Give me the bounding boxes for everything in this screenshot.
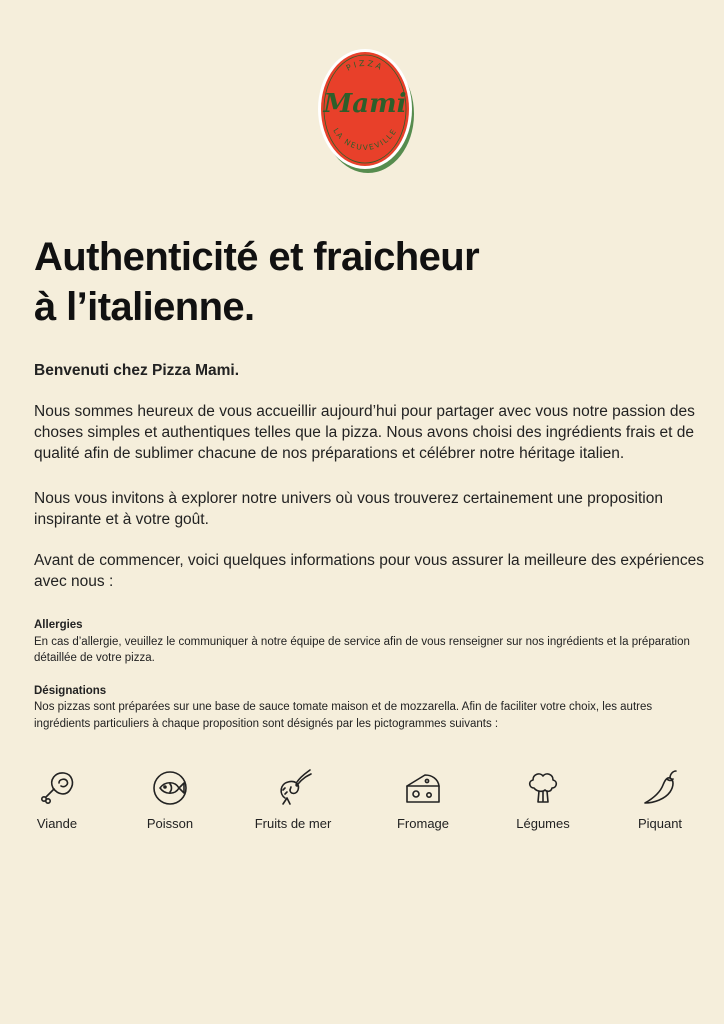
pictogram-meat (2, 768, 112, 831)
pictogram-label: Fromage (396, 816, 450, 831)
pictogram-cheese (368, 768, 478, 831)
page-title-line-2: à l’italienne. (34, 285, 255, 329)
logo-arc-bottom: LA NEUVEVILLE (331, 126, 399, 153)
pictogram-label: Piquant (637, 816, 683, 831)
designations-title: Désignations (34, 684, 107, 697)
allergies-block (34, 617, 704, 667)
meat-icon (37, 768, 77, 808)
welcome-text: Benvenuti chez Pizza Mami. (34, 362, 239, 379)
allergies-text: En cas d’allergie, veuillez le communiquer à notre équipe de service afin de vous renseigner sur nos ingrédients et la préparation détaillée de votre pizza. (34, 635, 690, 664)
intro-paragraph-2: Nous vous invitons à explorer notre univers où vous trouverez certainement une proposition inspirante et à votre goût. (34, 490, 663, 528)
pizza-mami-logo (310, 40, 420, 180)
designations-block (34, 683, 704, 733)
pictogram-label: Viande (36, 816, 78, 831)
pictogram-fish (115, 768, 225, 831)
shrimp-icon (273, 768, 313, 808)
broccoli-icon (523, 768, 563, 808)
page-title-line-1: Authenticité et fraicheur (34, 235, 480, 279)
pictogram-label: Légumes (516, 816, 570, 831)
logo-name: Mami (323, 89, 407, 119)
page-title (34, 232, 634, 332)
designations-text: Nos pizzas sont préparées sur une base de sauce tomate maison et de mozzarella. Afin de faciliter votre choix, les autres ingrédients particuliers à chaque proposition sont désignés par les pictogrammes suivants : (34, 701, 653, 730)
pictogram-legend (0, 768, 724, 838)
fish-icon (150, 768, 190, 808)
cheese-icon (403, 768, 443, 808)
pictogram-spicy (605, 768, 715, 831)
pictogram-seafood (238, 768, 348, 831)
logo-badge-icon (310, 40, 420, 180)
intro-paragraph-3: Avant de commencer, voici quelques informations pour vous assurer la meilleure des expériences avec nous : (34, 552, 705, 590)
chili-icon (640, 768, 680, 808)
intro-section (34, 360, 704, 592)
info-section (34, 617, 704, 732)
pictogram-vegetables (488, 768, 598, 831)
logo-arc-top: PIZZA (344, 58, 386, 73)
intro-paragraph-1: Nous sommes heureux de vous accueillir aujourd’hui pour partager avec vous notre passion des choses simples et authentiques telles que la pizza. Nous avons choisi des ingrédients frais et de qualité afin de sublimer chacune de nos préparations et célébrer notre héritage italien. (34, 403, 695, 462)
pictogram-label: Fruits de mer (254, 816, 332, 831)
pictogram-label: Poisson (146, 816, 194, 831)
allergies-title: Allergies (34, 619, 83, 631)
